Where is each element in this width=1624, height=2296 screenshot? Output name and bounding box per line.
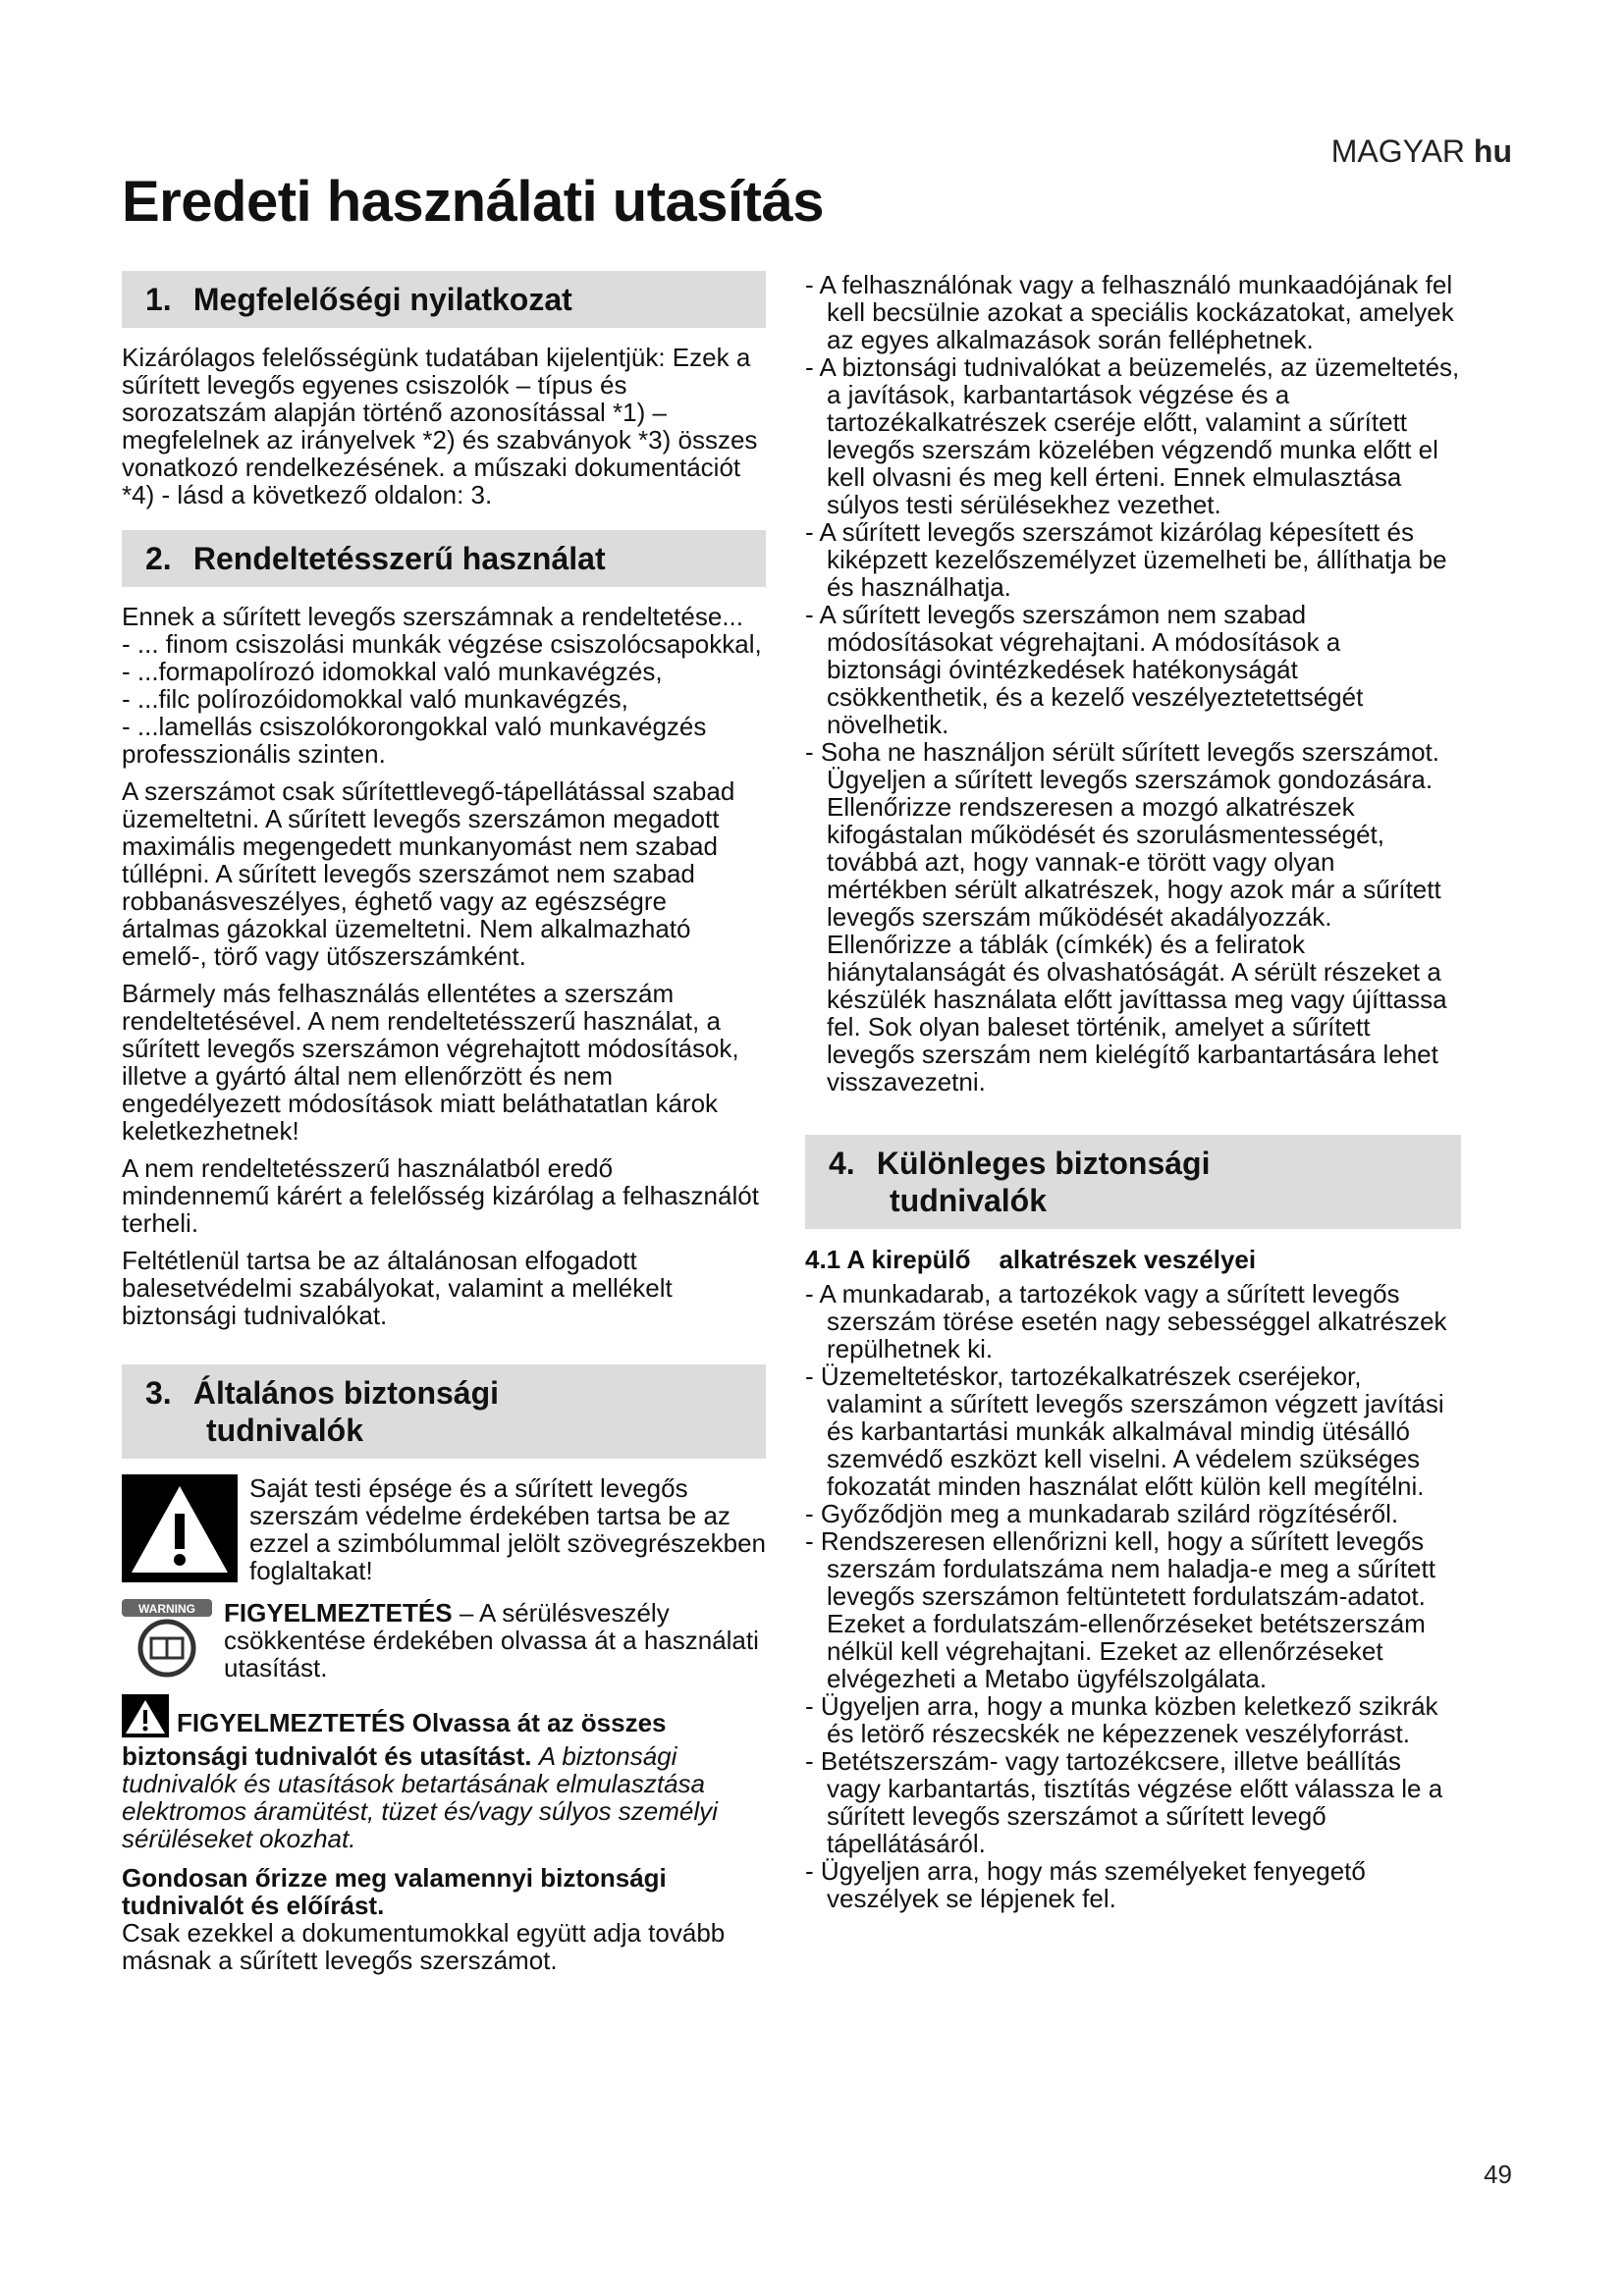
list-item: - Rendszeresen ellenőrizni kell, hogy a sűrített levegős szerszám fordulatszáma nem haladja-e meg a sűrített levegős szerszámon feltüntetett fordulatszám-adatot. Ezeket a fordulatszám-ellenőrzéseket betétszerszám nélkül kell végrehajtani. Ezeket az ellenőrzéseket elvégezheti a Metabo ügyfélszolgálata. bbox=[805, 1526, 1435, 1693]
warning-badge-text: WARNING bbox=[138, 1602, 195, 1616]
section-3-heading bbox=[122, 1364, 766, 1459]
right-column bbox=[805, 271, 1461, 1922]
read-manual-icon bbox=[122, 1599, 212, 1682]
list-item: - ...lamellás csiszolókorongokkal való munkavégzés bbox=[122, 712, 707, 741]
section-1-paragraph: Kizárólagos felelősségünk tudatában kijelentjük: Ezek a sűrített levegős egyenes csiszolók – típus és sorozatszám alapján történő azonosítással *1) – megfelelnek az irányelvek *2) és szabványok *3) összes vonatkozó rendelkezésének. a műszaki dokumentációt *4) - lásd a következő oldalon: 3. bbox=[122, 343, 758, 509]
section-2-paragraph-2: Bármely más felhasználás ellentétes a szerszám rendeltetésével. A nem rendeltetésszerű használat, a sűrített levegős szerszámon végrehajtott módosítások, illetve a gyártó által nem ellenőrzött és nem engedélyezett módosítások miatt beláthatatlan károk keletkezhetnek! bbox=[122, 979, 739, 1146]
list-item: - Soha ne használjon sérült sűrített levegős szerszámot. Ügyeljen a sűrített levegős szerszámok gondozására. Ellenőrizze rendszeresen a mozgó alkatrészek kifogástalan működését és szorulásmentességét, továbbá azt, hogy vannak-e törött vagy olyan mértékben sérült alkatrészek, hogy azok már a sűrített levegős szerszám működését akadályozzák. Ellenőrizze a táblák (címkék) és a feliratok hiánytalanságát és olvashatóságát. A sérült részeket a készülék használata előtt javíttassa meg vagy újíttassa fel. Sok olyan baleset történik, amelyet a sűrített levegős szerszám nem kielégítő karbantartására lehet visszavezetni. bbox=[805, 737, 1447, 1096]
list-item: - Betétszerszám- vagy tartozékcsere, illetve beállítás vagy karbantartás, tisztítás végzése előtt válassza le a sűrített levegős szerszámot a sűrített levegő tápellátásáról. bbox=[805, 1746, 1443, 1858]
section-2-outro: professzionális szinten. bbox=[122, 739, 386, 769]
list-item: - ...filc polírozóidomokkal való munkavégzés, bbox=[122, 684, 628, 714]
keep-instructions-heading: Gondosan őrizze meg valamennyi biztonsági tudnivalót és előírást. bbox=[122, 1863, 667, 1920]
left-column bbox=[122, 271, 766, 1984]
section-4-title-line-2: tudnivalók bbox=[890, 1183, 1048, 1218]
list-item: - A munkadarab, a tartozékok vagy a sűrített levegős szerszám törése esetén nagy sebességgel alkatrészek repülhetnek ki. bbox=[805, 1279, 1447, 1363]
language-name: MAGYAR bbox=[1330, 133, 1466, 169]
page-title: Eredeti használati utasítás bbox=[122, 170, 824, 234]
manual-warning-text: – A sérülésveszély csökkentése érdekében olvassa át a használati utasítást. bbox=[224, 1598, 759, 1682]
section-4-list bbox=[805, 1280, 1461, 1912]
list-item: - A sűrített levegős szerszámon nem szabad módosításokat végrehajtani. A módosítások a biztonsági óvintézkedések hatékonyságát csökkenthetik, és a kezelő veszélyeztetettségét növelhetik. bbox=[805, 600, 1364, 739]
list-item: - Győződjön meg a munkadarab szilárd rögzítéséről. bbox=[805, 1499, 1399, 1528]
subsection-4-1-title: 4.1 A kirepülő alkatrészek veszélyei bbox=[805, 1245, 1257, 1274]
small-warning-triangle-icon bbox=[122, 1694, 169, 1742]
list-item: - ... finom csiszolási munkák végzése csiszolócsapokkal, bbox=[122, 629, 762, 659]
section-3-number: 3. bbox=[145, 1375, 172, 1411]
section-2-paragraph-1: A szerszámot csak sűrítettlevegő-tápellátással szabad üzemeltetni. A sűrített levegős szerszámon megadott maximális megengedett munkanyomást nem szabad túllépni. A sűrített levegős szerszámot nem szabad robbanásveszélyes, éghető vagy az egészségre ártalmas gázokkal üzemeltetni. Nem alkalmazható emelő-, törő vagy ütőszerszámként. bbox=[122, 776, 735, 971]
manual-warning-heading: FIGYELMEZTETÉS bbox=[224, 1598, 453, 1628]
page-number: 49 bbox=[1484, 2160, 1512, 2189]
section-2-intro: Ennek a sűrített levegős szerszámnak a rendeltetése... bbox=[122, 602, 744, 631]
section-2-number: 2. bbox=[145, 541, 172, 576]
language-label bbox=[1331, 133, 1512, 170]
list-item: - ...formapolírozó idomokkal való munkavégzés, bbox=[122, 657, 663, 686]
section-2-heading bbox=[122, 530, 766, 587]
section-2-paragraph-4: Feltétlenül tartsa be az általánosan elfogadott balesetvédelmi szabályokat, valamint a mellékelt biztonsági tudnivalókat. bbox=[122, 1246, 673, 1330]
keep-instructions-text: Csak ezekkel a dokumentumokkal együtt adja tovább másnak a sűrített levegős szerszámot. bbox=[122, 1918, 726, 1975]
read-manual-note bbox=[122, 1599, 766, 1682]
section-3-title-line-1: Általános biztonsági bbox=[192, 1375, 500, 1411]
section-1-number: 1. bbox=[145, 282, 172, 317]
section-4-heading bbox=[805, 1135, 1461, 1229]
list-item: - Ügyeljen arra, hogy más személyeket fenyegető veszélyek se lépjenek fel. bbox=[805, 1856, 1366, 1913]
list-item: - Ügyeljen arra, hogy a munka közben keletkező szikrák és letörő részecskék ne képezzenek veszélyforrást. bbox=[805, 1691, 1438, 1748]
warning-triangle-icon bbox=[122, 1474, 238, 1587]
section-1-heading bbox=[122, 271, 766, 328]
list-item: - A felhasználónak vagy a felhasználó munkaadójának fel kell becsülnie azokat a speciális kockázatokat, amelyek az egyes alkalmazások során felléphetnek. bbox=[805, 270, 1454, 354]
section-4-title-line-1: Különleges biztonsági bbox=[876, 1146, 1211, 1181]
general-warning-text: A biztonsági tudnivalók és utasítások betartásának elmulasztása elektromos áramütést, tüzet és/vagy súlyos személyi sérüléseket okozhat. bbox=[122, 1741, 718, 1853]
section-1-title: Megfelelőségi nyilatkozat bbox=[192, 282, 572, 317]
general-warning-heading: FIGYELMEZTETÉS Olvassa át az összes biztonsági tudnivalót és utasítást. bbox=[122, 1708, 667, 1771]
list-item: - Üzemeltetéskor, tartozékalkatrészek cseréjekor, valamint a sűrített levegős szerszámon végzett javítási és karbantartási munkák alkalmával mindig ütésálló szemvédő eszközt kell viselni. A védelem szükséges fokozatát minden használat előtt külön kell megítélni. bbox=[805, 1362, 1444, 1501]
section-4-number: 4. bbox=[829, 1146, 855, 1181]
section-2-list bbox=[122, 630, 766, 740]
section-2-title: Rendeltetésszerű használat bbox=[192, 541, 606, 576]
section-3-list bbox=[805, 271, 1461, 1095]
safety-symbol-note bbox=[122, 1474, 766, 1587]
safety-symbol-text: Saját testi épsége és a sűrített levegős szerszám védelme érdekében tartsa be az ezzel a szimbólummal jelölt szövegrészekben foglaltakat! bbox=[249, 1473, 767, 1585]
general-warning bbox=[122, 1694, 766, 1852]
section-2-paragraph-3: A nem rendeltetésszerű használatból eredő mindennemű kárért a felelősség kizárólag a felhasználót terheli. bbox=[122, 1153, 759, 1238]
list-item: - A biztonsági tudnivalókat a beüzemelés, az üzemeltetés, a javítások, karbantartások végzése és a tartozékalkatrészek cseréje előtt, valamint a sűrített levegős szerszám közelében végzendő munka előtt el kell olvasni és meg kell érteni. Ennek elmulasztása súlyos testi sérülésekhez vezethet. bbox=[805, 352, 1460, 519]
list-item: - A sűrített levegős szerszámot kizárólag képesített és kiképzett kezelőszemélyzet üzemelheti be, állíthatja be és használhatja. bbox=[805, 517, 1447, 602]
section-3-title-line-2: tudnivalók bbox=[206, 1413, 364, 1448]
language-code: hu bbox=[1473, 133, 1512, 169]
